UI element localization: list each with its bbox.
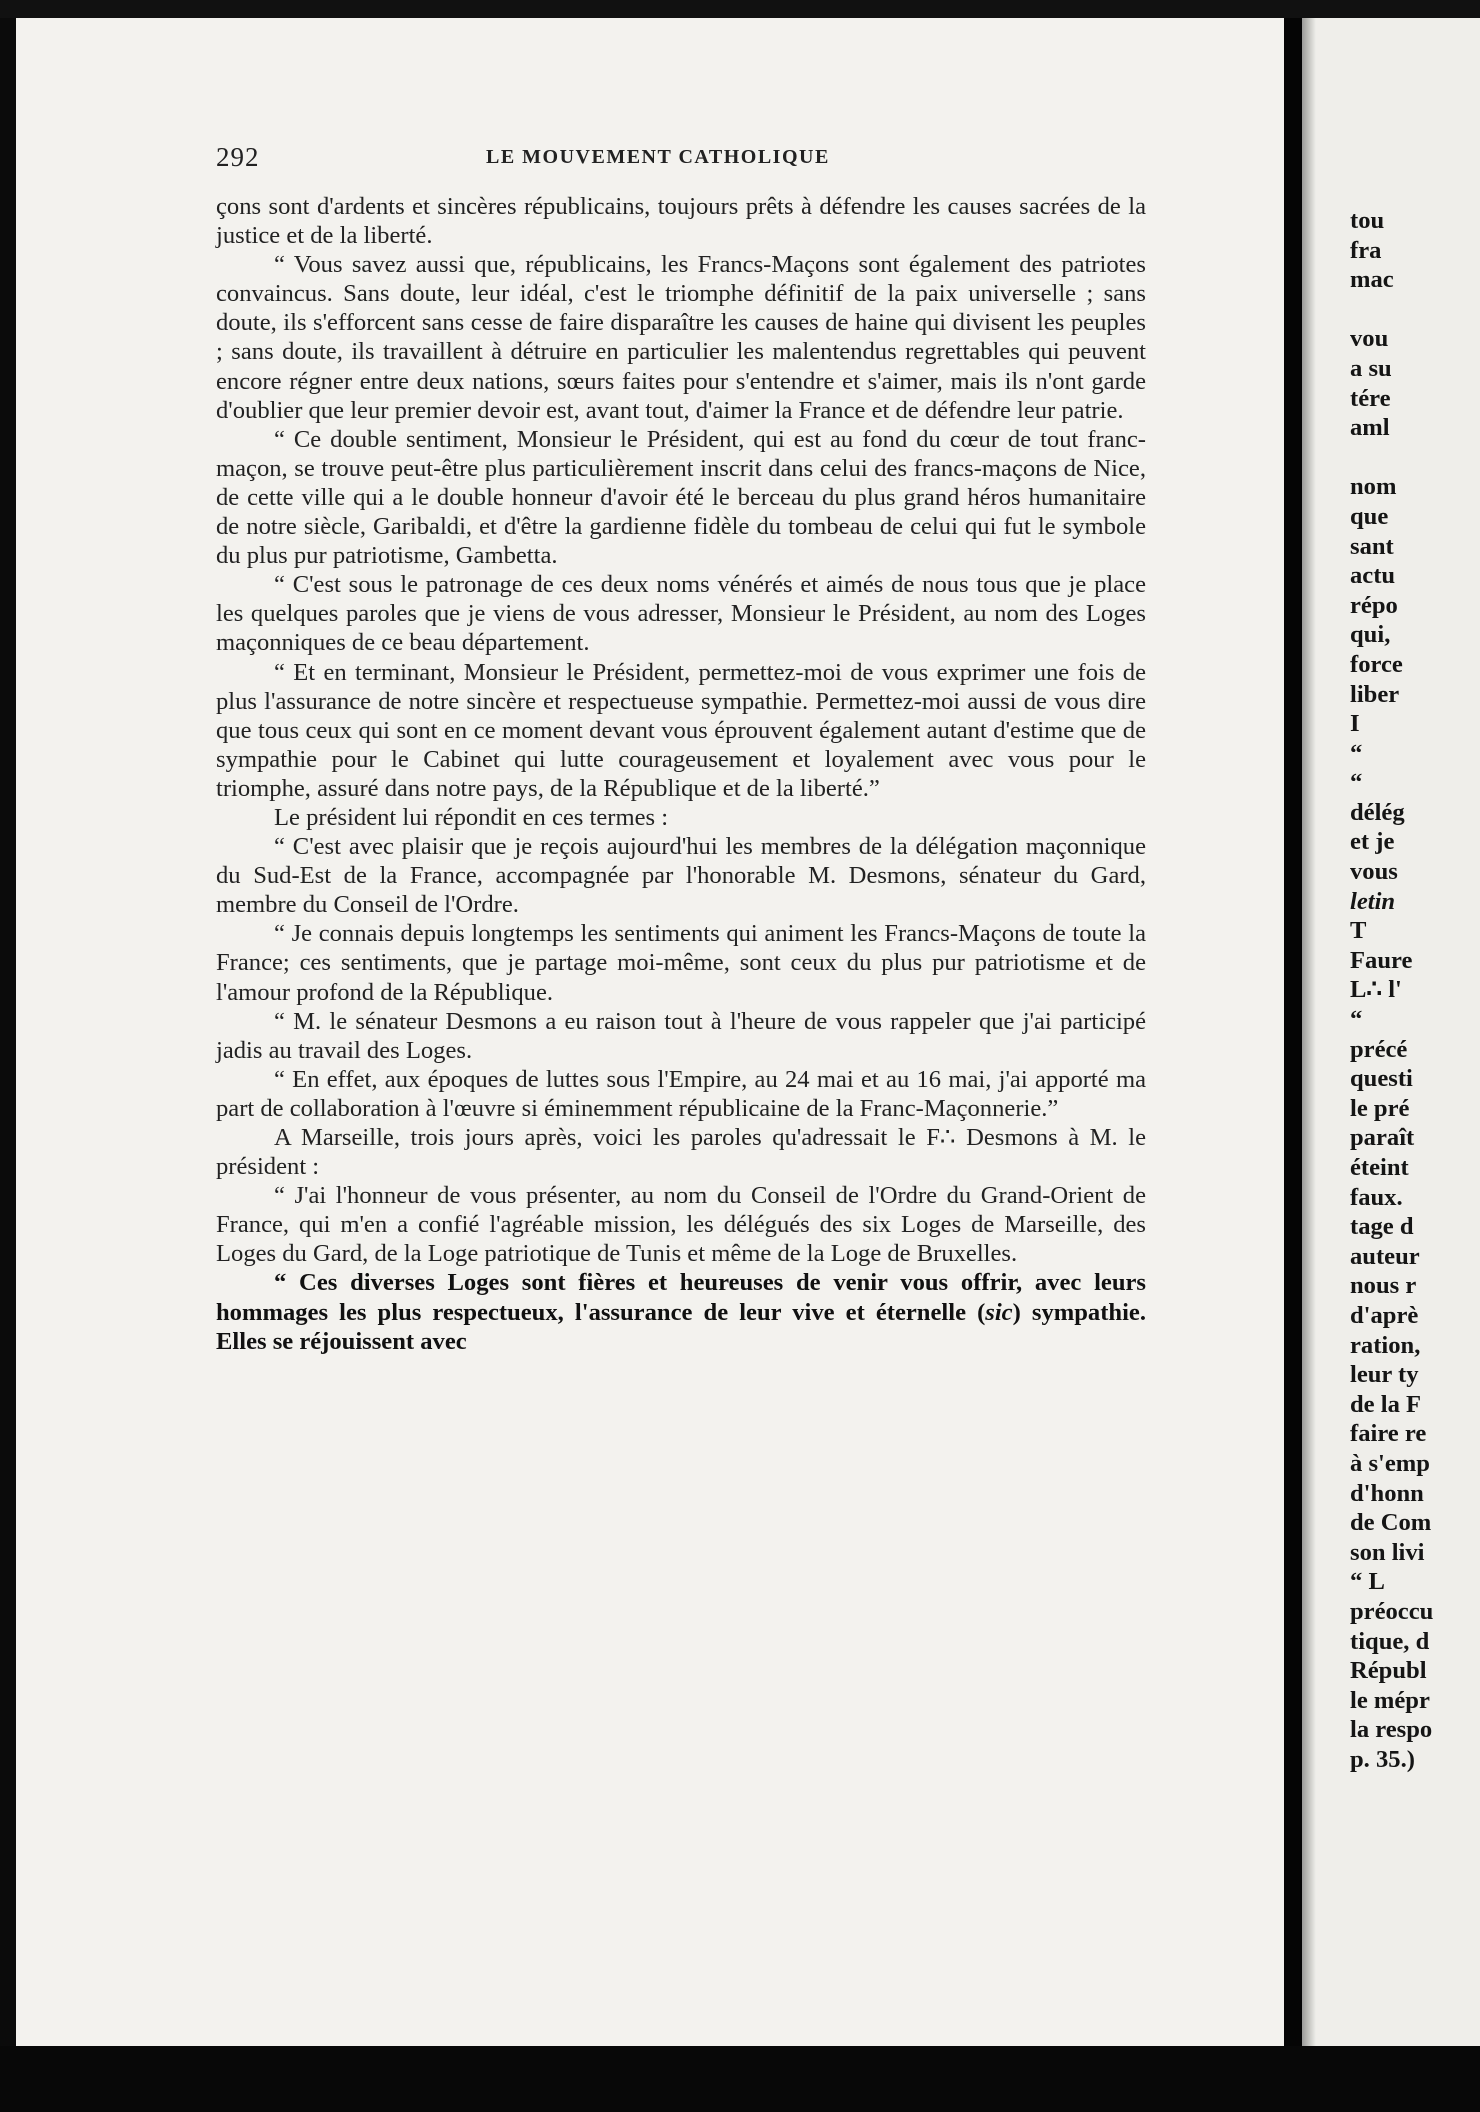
facing-line: précé <box>1350 1035 1408 1063</box>
facing-line: son livi <box>1350 1538 1425 1566</box>
facing-line: que <box>1350 502 1389 530</box>
facing-line: L∴ l' <box>1350 976 1402 1004</box>
facing-line: le mépr <box>1350 1686 1430 1714</box>
facing-line: la respo <box>1350 1716 1433 1744</box>
facing-line: “ <box>1350 769 1363 797</box>
facing-line: auteur <box>1350 1242 1420 1270</box>
facing-line: vou <box>1350 325 1389 353</box>
paragraph: “ Je connais depuis longtemps les sentiments qui animent les Francs-Maçons de toute la France; ces sentiments, que je partage moi-même, sont ceux du plus pur patriotisme et de l'amour profond de la République. <box>216 920 1146 1006</box>
paragraph: “ J'ai l'honneur de vous présenter, au nom du Conseil de l'Ordre du Grand-Orient de France, qui m'en a confié l'agréable mission, les délégués des six Loges de Marseille, des Loges du Gard, de la Loge patriotique de Tunis et même de la Loge de Bruxelles. <box>216 1182 1146 1268</box>
facing-line: tique, d <box>1350 1627 1430 1655</box>
facing-page-text <box>1350 206 1480 1774</box>
facing-line: fra <box>1350 236 1382 264</box>
facing-line: et je <box>1350 828 1395 856</box>
facing-line: tage d <box>1350 1213 1414 1241</box>
paragraph: A Marseille, trois jours après, voici les paroles qu'adressait le F∴ Desmons à M. le président : <box>216 1124 1146 1181</box>
facing-line: p. 35.) <box>1350 1745 1415 1773</box>
facing-line: nous r <box>1350 1272 1417 1300</box>
facing-line: questi <box>1350 1065 1413 1093</box>
paragraph: Le président lui répondit en ces termes : <box>274 803 669 831</box>
paragraph: “ Ce double sentiment, Monsieur le Président, qui est au fond du cœur de tout franc-maçon, se trouve peut-être plus particulièrement inscrit dans celui des francs-maçons de Nice, de cette ville qui a le double honneur d'avoir été le berceau du plus grand héros humanitaire de notre siècle, Garibaldi, et d'être la gardienne fidèle du tombeau de celui qui fut le symbole du plus pur patriotisme, Gambetta. <box>216 425 1146 570</box>
paragraph: “ C'est sous le patronage de ces deux noms vénérés et aimés de nous tous que je place les quelques paroles que je viens de vous adresser, Monsieur le Président, au nom des Loges maçonniques de ce beau département. <box>216 571 1146 657</box>
italic-sic: sic <box>985 1298 1013 1326</box>
facing-line: Républ <box>1350 1657 1427 1685</box>
scan-border-top <box>0 0 1480 18</box>
facing-line: éteint <box>1350 1154 1409 1181</box>
facing-line: faux. <box>1350 1183 1403 1211</box>
facing-line: paraît <box>1350 1124 1415 1152</box>
facing-line: aml <box>1350 414 1390 442</box>
facing-line: sant <box>1350 532 1394 560</box>
facing-line: de la F <box>1350 1390 1422 1418</box>
facing-line: le pré <box>1350 1094 1410 1122</box>
facing-line: letin <box>1350 887 1396 915</box>
facing-line: tou <box>1350 207 1385 234</box>
paragraph <box>216 1268 1146 1355</box>
facing-line: nom <box>1350 473 1397 501</box>
facing-line: liber <box>1350 680 1400 708</box>
facing-page <box>1302 18 1480 2048</box>
paragraph-text: “ Ces diverses Loges sont fières et heureuses de venir vous offrir, avec leurs hommages les plus respectueux, l'assurance de leur vive et éternelle ( <box>216 1269 1146 1326</box>
facing-line: leur ty <box>1350 1361 1419 1389</box>
facing-line: I <box>1350 710 1360 738</box>
facing-line <box>1350 295 1480 325</box>
facing-line: a su <box>1350 354 1392 382</box>
facing-line: “ <box>1350 1006 1363 1034</box>
facing-line: vous <box>1350 858 1398 886</box>
facing-line: délég <box>1350 798 1405 826</box>
page-header <box>16 142 1284 182</box>
book-gutter <box>1284 18 1302 2048</box>
facing-line: faire re <box>1350 1420 1427 1448</box>
facing-line: de Com <box>1350 1509 1432 1537</box>
scan-border-bottom <box>0 2046 1480 2112</box>
facing-line: actu <box>1350 562 1396 590</box>
paragraph: “ Vous savez aussi que, républicains, les Francs-Maçons sont également des patriotes convaincus. Sans doute, leur idéal, c'est le triomphe définitif de la paix universelle ; sans doute, ils s'efforcent sans cesse de faire disparaître les causes de haine qui divisent les peuples ; sans doute, ils travaillent à détruire en particulier les malentendus regrettables qui peuvent encore régner entre deux nations, sœurs faites pour s'entendre et s'aimer, mais ils n'ont garde d'oublier que leur premier devoir est, avant tout, d'aimer la France et de défendre leur patrie. <box>216 251 1146 424</box>
running-title: LE MOUVEMENT CATHOLIQUE <box>486 146 830 168</box>
facing-line: à s'emp <box>1350 1449 1430 1477</box>
book-page <box>16 18 1284 2048</box>
facing-line <box>1350 443 1480 473</box>
facing-line: T <box>1350 917 1367 945</box>
facing-line: “ <box>1350 739 1363 767</box>
facing-line: Faure <box>1350 946 1413 974</box>
facing-line: préoccu <box>1350 1597 1434 1625</box>
paragraph: “ C'est avec plaisir que je reçois aujourd'hui les membres de la délégation maçonnique du Sud-Est de la France, accompagnée par l'honorable M. Desmons, sénateur du Gard, membre du Conseil de l'Ordre. <box>216 833 1146 919</box>
gutter-shadow <box>1302 18 1316 2048</box>
page-number: 292 <box>216 142 260 172</box>
facing-line: d'honn <box>1350 1479 1424 1507</box>
facing-line: tére <box>1350 384 1391 412</box>
facing-line: d'aprè <box>1350 1301 1419 1329</box>
paragraph: çons sont d'ardents et sincères républicains, toujours prêts à défendre les causes sacrées de la justice et de la liberté. <box>216 193 1146 250</box>
facing-line: force <box>1350 650 1403 678</box>
facing-line: mac <box>1350 266 1394 294</box>
facing-line: répo <box>1350 591 1398 619</box>
facing-line: qui, <box>1350 621 1391 649</box>
paragraph: “ En effet, aux époques de luttes sous l'Empire, au 24 mai et au 16 mai, j'ai apporté ma part de collaboration à l'œuvre si éminemment républicaine de la Franc-Maçonnerie.” <box>216 1065 1146 1122</box>
facing-line: “ L <box>1350 1568 1385 1596</box>
paragraph: “ Et en terminant, Monsieur le Président, permettez-moi de vous exprimer une fois de plus l'assurance de notre sincère et respectueuse sympathie. Permettez-moi aussi de vous dire que tous ceux qui sont en ce moment devant vous éprouvent également autant d'estime que de sympathie pour le Cabinet qui lutte courageusement et loyalement avec vous pour le triomphe, assuré dans notre pays, de la République et de la liberté.” <box>216 658 1146 802</box>
body-text <box>216 192 1146 1356</box>
paragraph-text: ) sympathie. Elles se réjouissent avec <box>216 1298 1146 1355</box>
facing-line: ration, <box>1350 1331 1421 1359</box>
paragraph: “ M. le sénateur Desmons a eu raison tout à l'heure de vous rappeler que j'ai participé jadis au travail des Loges. <box>216 1007 1146 1064</box>
